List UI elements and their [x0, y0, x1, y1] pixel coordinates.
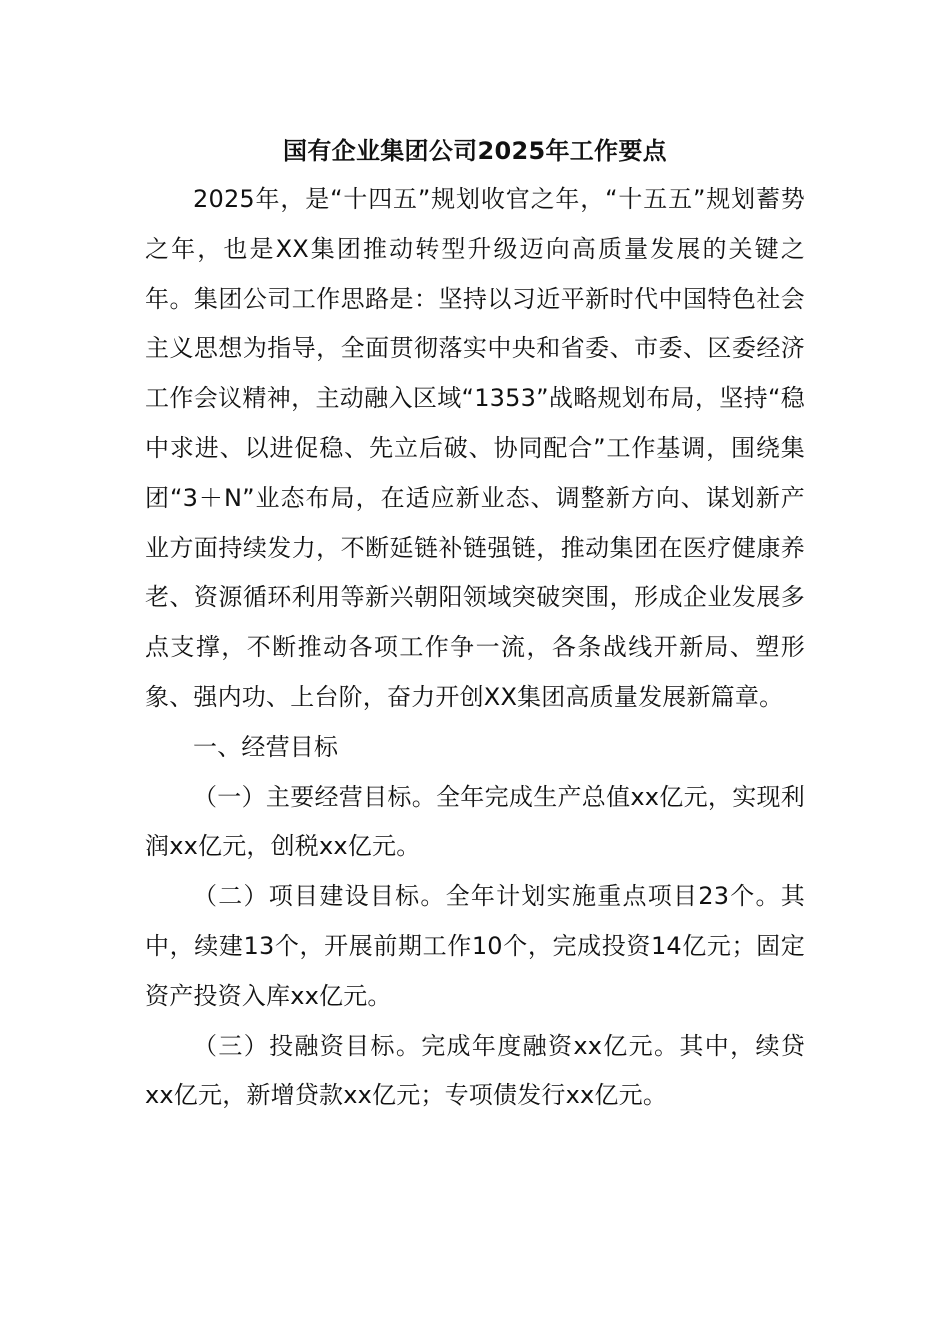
document-title: 国有企业集团公司2025年工作要点: [283, 137, 667, 165]
paragraph-project-goals: （二）项目建设目标。全年计划实施重点项目23个。其中，续建13个，开展前期工作10个，完成投资14亿元；固定资产投资入库xx亿元。: [145, 882, 805, 1010]
paragraph-main-goals: （一）主要经营目标。全年完成生产总值xx亿元，实现利润xx亿元，创税xx亿元。: [145, 782, 805, 861]
paragraph-intro: 2025年，是“十四五”规划收官之年，“十五五”规划蓄势之年，也是XX集团推动转型升级迈向高质量发展的关键之年。集团公司工作思路是：坚持以习近平新时代中国特色社会主义思想为指导，全面贯彻落实中央和省委、市委、区委经济工作会议精神，主动融入区域“1353”战略规划布局，坚持“稳中求进、以进促稳、先立后破、协同配合”工作基调，围绕集团“3＋N”业态布局，在适应新业态、调整新方向、谋划新产业方面持续发力，不断延链补链强链，推动集团在医疗健康养老、资源循环利用等新兴朝阳领域突破突围，形成企业发展多点支撑，不断推动各项工作争一流，各条战线开新局、塑形象、强内功、上台阶，奋力开创XX集团高质量发展新篇章。: [145, 185, 805, 711]
document-body: [145, 175, 805, 1121]
paragraph-financing-goals: （三）投融资目标。完成年度融资xx亿元。其中，续贷xx亿元，新增贷款xx亿元；专项债发行xx亿元。: [145, 1031, 805, 1110]
section-heading-business-goals: 一、经营目标: [193, 732, 339, 761]
